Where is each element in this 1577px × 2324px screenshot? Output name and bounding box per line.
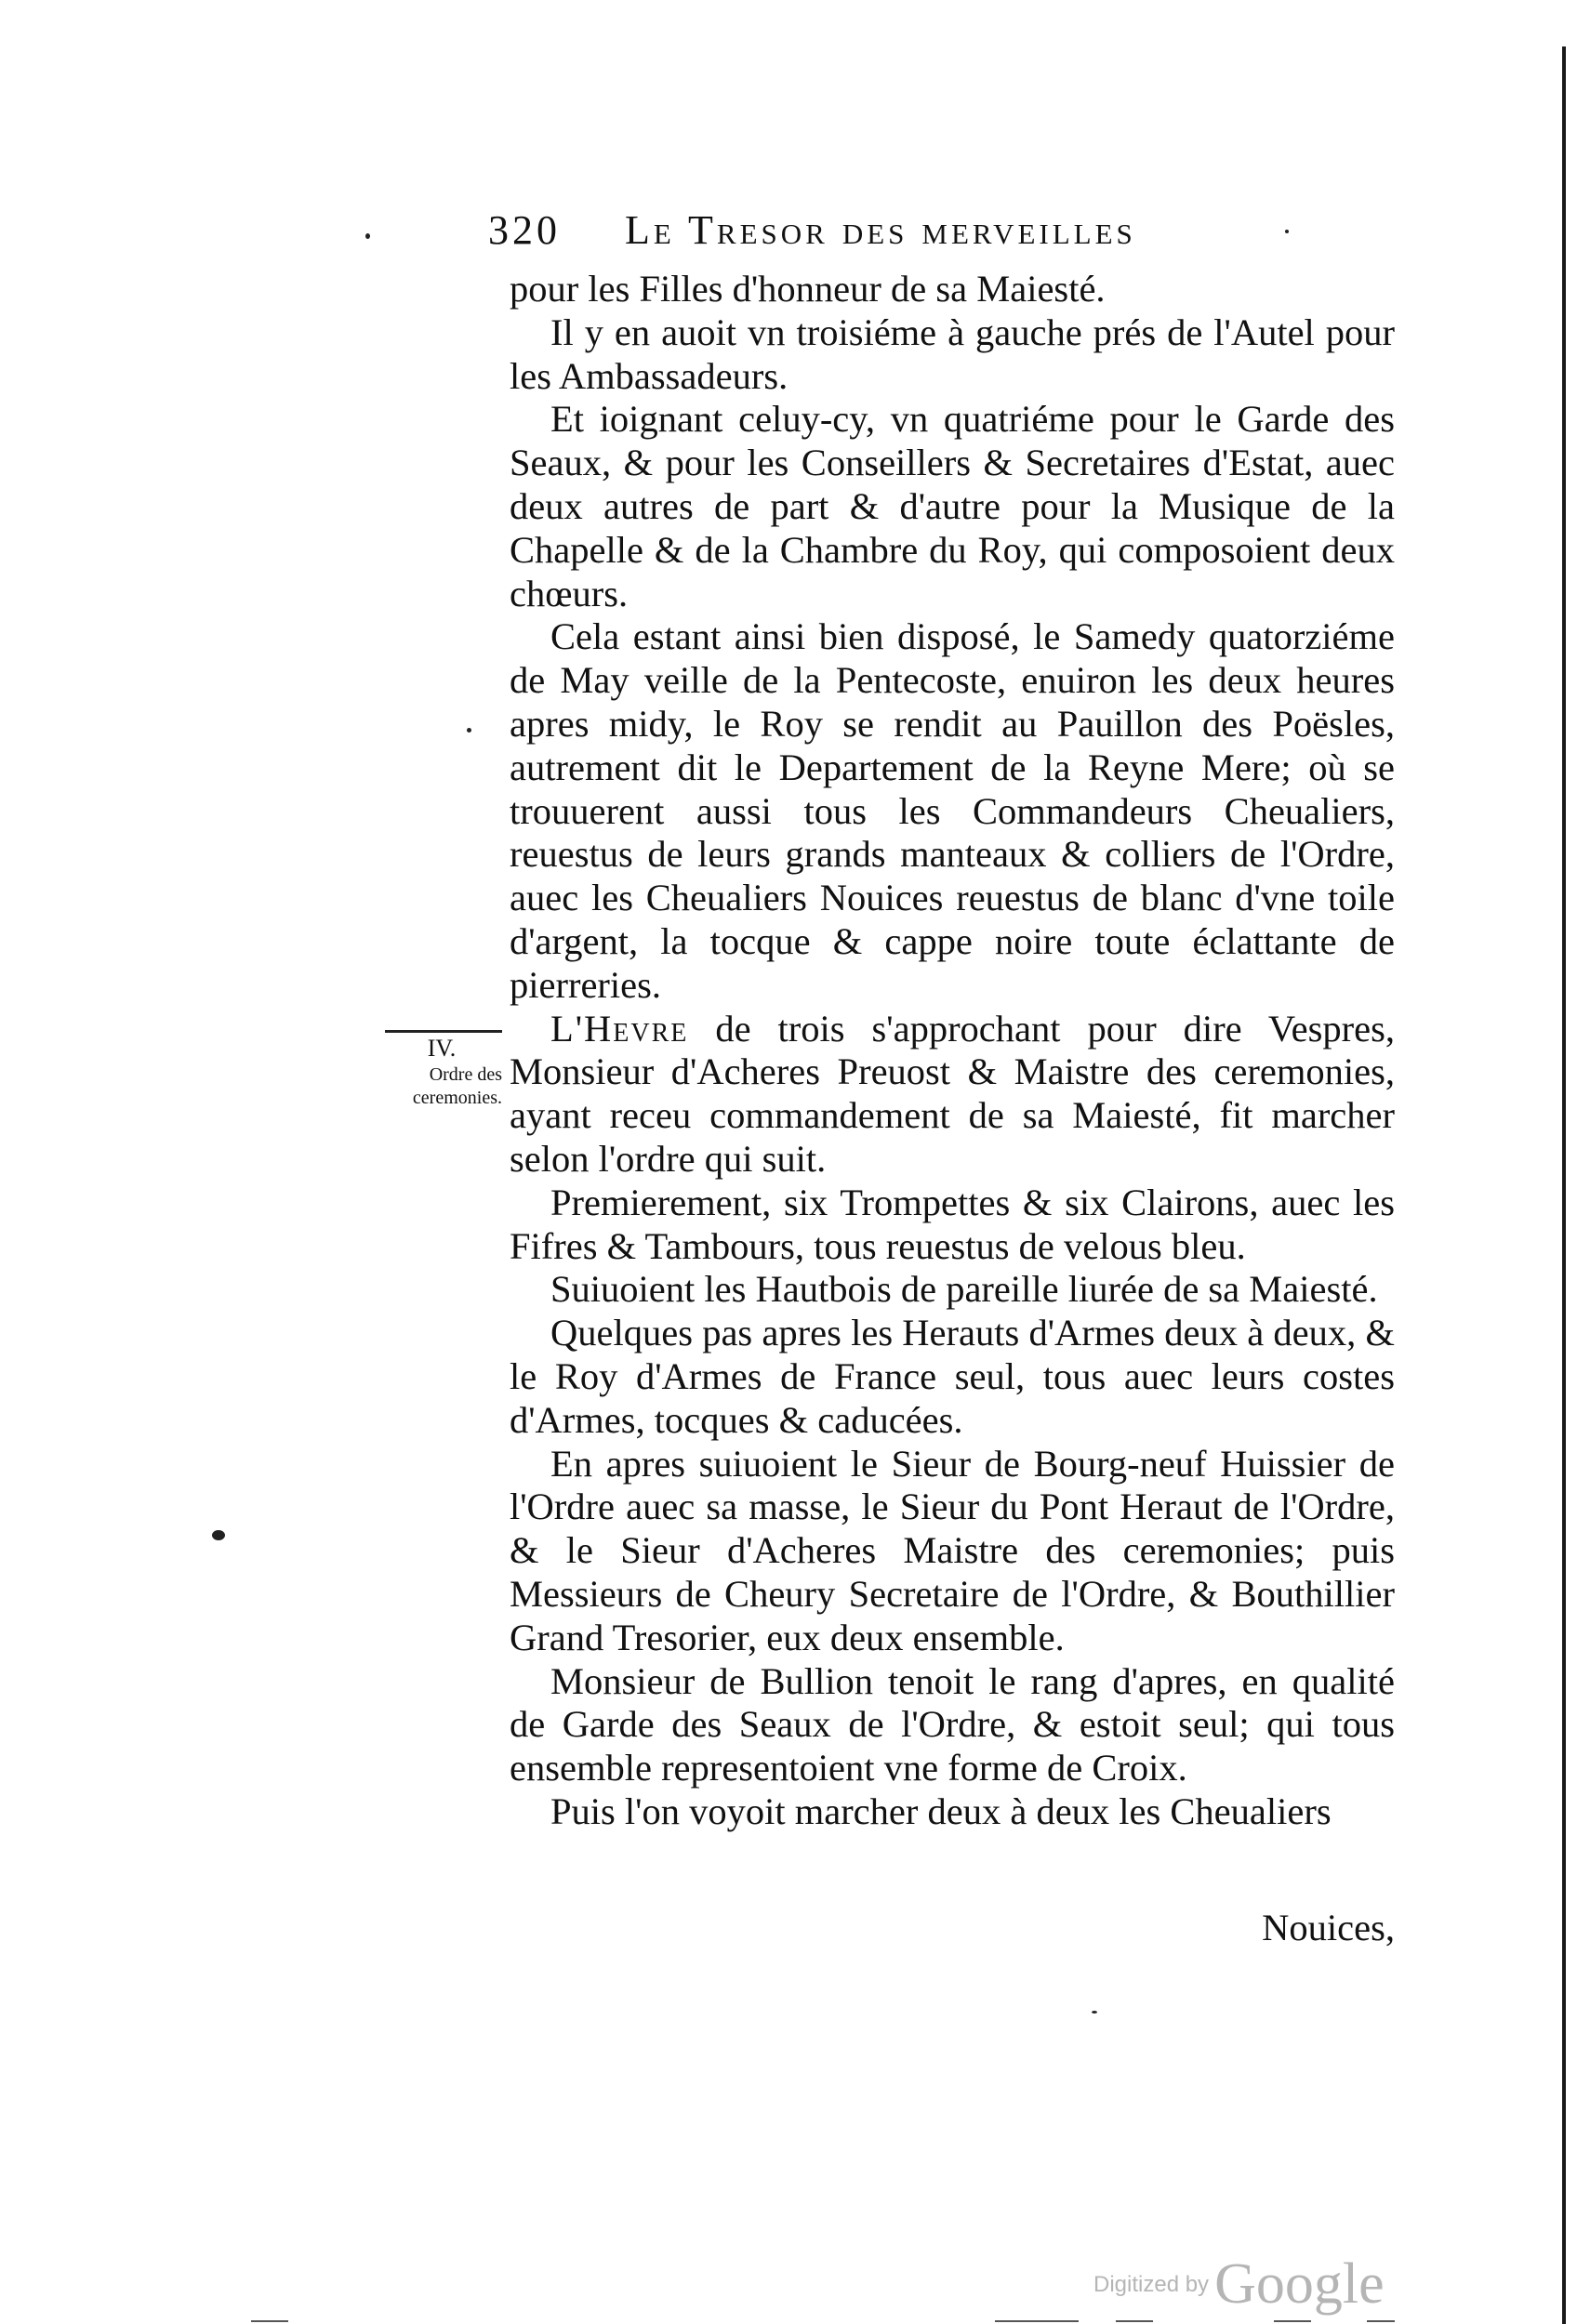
margin-note (381, 1030, 502, 1110)
paragraph: Premierement, six Trompettes & six Clairons, auec les Fifres & Tambours, tous reuestus de velous bleu. (510, 1181, 1395, 1267)
page-number: 320 (488, 207, 561, 253)
catchword: Nouices, (1262, 1907, 1395, 1948)
paragraph: pour les Filles d'honneur de sa Maiesté. (510, 268, 1106, 310)
watermark-prefix: Digitized by (1093, 2272, 1210, 2297)
margin-note-number: IV. (427, 1035, 457, 1062)
paragraph: Cela estant ainsi bien disposé, le Samedy quatorziéme de May veille de la Pentecoste, enuiron les deux heures apres midy, le Roy se rendit au Pauillon des Poësles, autrement dit le Departement de la Reyne Mere; où se trouuerent aussi tous les Commandeurs Cheualiers, reuestus de leurs grands manteaux & colliers de l'Ordre, auec les Cheualiers Nouices reuestus de blanc d'vne toile d'argent, la tocque & cappe noire toute éclattante de pierreries. (510, 615, 1395, 1006)
paragraph: Suiuoient les Hautbois de pareille liurée de sa Maiesté. (550, 1268, 1378, 1311)
bottom-rule (1367, 2320, 1395, 2322)
bottom-rule (995, 2320, 1079, 2322)
ink-speck (365, 233, 370, 239)
paragraph: Puis l'on voyoit marcher deux à deux les Cheualiers (550, 1789, 1332, 1832)
body-text (510, 268, 1395, 1834)
ink-speck (467, 728, 471, 733)
ink-speck (1092, 2011, 1097, 2014)
google-logo: Google (1214, 2252, 1385, 2316)
running-title: Le Tresor des merveilles (625, 207, 1136, 253)
small-caps-lead: L'Hevre (550, 1007, 689, 1050)
digitized-watermark (1093, 2251, 1385, 2317)
paragraph: Quelques pas apres les Herauts d'Armes deux à deux, & le Roy d'Armes de France seul, tous auec leurs costes d'Armes, tocques & caducées. (510, 1312, 1395, 1441)
paragraph: Et ioignant celuy-cy, vn quatriéme pour le Garde des Seaux, & pour les Conseillers & Secretaires d'Estat, auec deux autres de part & d'autre pour la Musique de la Chapelle & de la Chambre du Roy, qui composoient deux chœurs. (510, 398, 1395, 614)
paragraph: En apres suiuoient le Sieur de Bourg-neuf Huissier de l'Ordre auec sa masse, le Sieur du Pont Heraut de l'Ordre, & le Sieur d'Acheres Maistre des ceremonies; puis Messieurs de Cheury Secretaire de l'Ordre, & Bouthillier Grand Tresorier, eux deux ensemble. (510, 1442, 1395, 1658)
bottom-rule (1116, 2320, 1153, 2322)
running-header (488, 206, 1399, 254)
bottom-rule (251, 2320, 288, 2322)
margin-note-rule (385, 1030, 502, 1033)
ink-speck (1285, 230, 1289, 233)
bottom-rule (1274, 2320, 1311, 2322)
ink-speck (212, 1530, 225, 1540)
paragraph: Il y en auoit vn troisiéme à gauche prés de l'Autel pour les Ambassadeurs. (510, 310, 1395, 397)
paragraph: Monsieur de Bullion tenoit le rang d'apres, en qualité de Garde des Seaux de l'Ordre, & estoit seul; qui tous ensemble representoient vne forme de Croix. (510, 1659, 1395, 1789)
paragraph-section-iv (510, 1008, 1395, 1182)
margin-note-text: Ordre des ceremonies. (412, 1064, 502, 1108)
page-edge-rule (1562, 46, 1566, 2324)
paragraph-text: de trois s'approchant pour dire Vespres, Monsieur d'Acheres Preuost & Maistre des ceremonies, ayant receu commandement de sa Maiesté, fit marcher selon l'ordre qui suit. (510, 1007, 1395, 1180)
